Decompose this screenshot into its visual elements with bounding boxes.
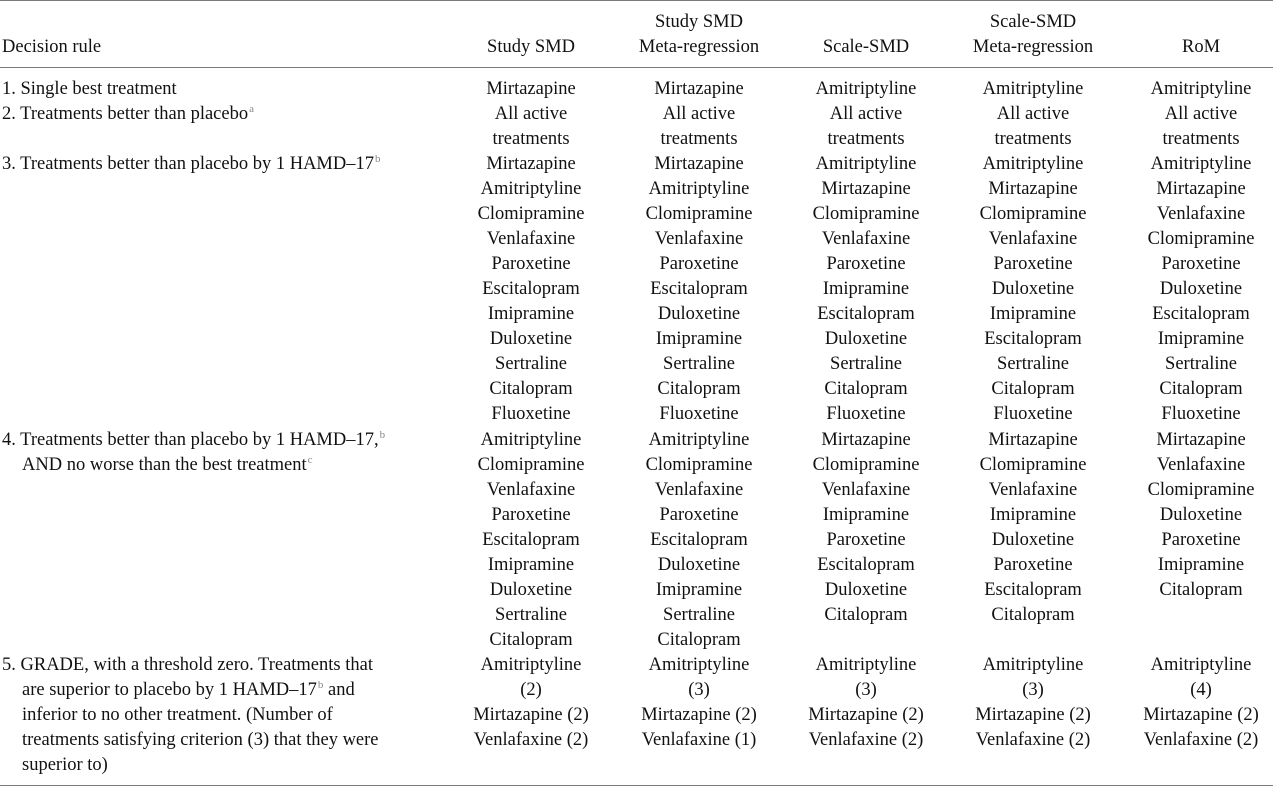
table-cell: Citalopram bbox=[1159, 379, 1243, 399]
header-decision-rule: Decision rule bbox=[2, 37, 102, 57]
header-rule bbox=[0, 67, 1273, 68]
table-cell: Escitalopram bbox=[482, 530, 580, 550]
table-cell: Venlafaxine (2) bbox=[808, 730, 924, 750]
column-header-4: Scale-SMD bbox=[989, 12, 1077, 32]
table-cell: Amitriptyline bbox=[648, 655, 750, 675]
row-label: AND no worse than the best treatment$^c$ bbox=[22, 454, 313, 475]
table-cell: Duloxetine bbox=[824, 329, 908, 349]
table-cell: Mirtazapine bbox=[988, 179, 1078, 199]
table-cell: Sertraline bbox=[997, 354, 1069, 374]
table-cell: Imipramine bbox=[822, 279, 910, 299]
table-cell: Escitalopram bbox=[650, 279, 748, 299]
table-cell: Paroxetine bbox=[659, 254, 739, 274]
table-cell: Duloxetine bbox=[1159, 279, 1243, 299]
table-cell: Amitriptyline bbox=[982, 79, 1084, 99]
table-cell: Duloxetine bbox=[1159, 505, 1243, 525]
table-cell: Paroxetine bbox=[491, 505, 571, 525]
footnote-marker: b bbox=[375, 153, 381, 165]
table-cell: Fluoxetine bbox=[659, 404, 739, 424]
table-cell: Clomipramine bbox=[477, 455, 585, 475]
table-cell: Paroxetine bbox=[826, 254, 906, 274]
column-header-4: Meta-regression bbox=[972, 37, 1094, 57]
table-cell: Amitriptyline bbox=[815, 655, 917, 675]
column-header-3: Scale-SMD bbox=[822, 37, 910, 57]
table-cell: Paroxetine bbox=[491, 254, 571, 274]
table-cell: Venlafaxine (2) bbox=[975, 730, 1091, 750]
table-cell: All active bbox=[662, 104, 736, 124]
row-label: 5. GRADE, with a threshold zero. Treatments that bbox=[2, 655, 373, 675]
table-cell: Escitalopram bbox=[984, 580, 1082, 600]
footnote-marker: b bbox=[317, 679, 324, 691]
column-header-1: Study SMD bbox=[487, 37, 575, 57]
table-cell: Mirtazapine bbox=[1156, 179, 1246, 199]
table-cell: Venlafaxine bbox=[486, 480, 576, 500]
table-cell: Clomipramine bbox=[1147, 480, 1255, 500]
table-cell: Imipramine bbox=[655, 329, 743, 349]
table-cell: Amitriptyline bbox=[480, 655, 582, 675]
table-cell: Venlafaxine bbox=[821, 229, 911, 249]
table-cell: Paroxetine bbox=[993, 254, 1073, 274]
table-cell: Imipramine bbox=[1157, 329, 1245, 349]
table-cell: Sertraline bbox=[663, 354, 735, 374]
table-cell: treatments bbox=[994, 129, 1072, 149]
top-rule bbox=[0, 0, 1273, 1]
table-cell: Mirtazapine bbox=[821, 179, 911, 199]
table-cell: Mirtazapine (2) bbox=[641, 705, 757, 725]
table-cell: Escitalopram bbox=[482, 279, 580, 299]
table-cell: Escitalopram bbox=[984, 329, 1082, 349]
footnote-marker: c bbox=[307, 454, 313, 466]
row-label: 1. Single best treatment bbox=[2, 79, 177, 99]
table-cell: Duloxetine bbox=[657, 304, 741, 324]
table-cell: Clomipramine bbox=[1147, 229, 1255, 249]
table-cell: Amitriptyline bbox=[1150, 655, 1252, 675]
table-cell: Citalopram bbox=[991, 605, 1075, 625]
table-cell: Venlafaxine bbox=[654, 229, 744, 249]
table-cell: Venlafaxine (1) bbox=[641, 730, 757, 750]
table-cell: Imipramine bbox=[989, 304, 1077, 324]
column-header-2: Meta-regression bbox=[638, 37, 760, 57]
table-cell: Amitriptyline bbox=[480, 179, 582, 199]
table-cell: All active bbox=[829, 104, 903, 124]
table-cell: Escitalopram bbox=[650, 530, 748, 550]
table-cell: Mirtazapine bbox=[486, 154, 576, 174]
table-cell: Mirtazapine bbox=[654, 79, 744, 99]
table-cell: Amitriptyline bbox=[648, 179, 750, 199]
table-cell: All active bbox=[1164, 104, 1238, 124]
table-cell: Mirtazapine bbox=[988, 430, 1078, 450]
table-cell: Paroxetine bbox=[659, 505, 739, 525]
footnote-marker: a bbox=[249, 103, 254, 115]
table-cell: Amitriptyline bbox=[982, 655, 1084, 675]
table-cell: Duloxetine bbox=[991, 279, 1075, 299]
table-cell: Mirtazapine (2) bbox=[473, 705, 589, 725]
row-label: 2. Treatments better than placebo$^a$ bbox=[2, 103, 254, 124]
table-cell: Imipramine bbox=[822, 505, 910, 525]
table-cell: Citalopram bbox=[657, 379, 741, 399]
table-cell: treatments bbox=[660, 129, 738, 149]
table-cell: Venlafaxine (2) bbox=[1143, 730, 1259, 750]
table-cell: Sertraline bbox=[495, 354, 567, 374]
table-cell: Fluoxetine bbox=[491, 404, 571, 424]
table-cell: Sertraline bbox=[495, 605, 567, 625]
table-cell: treatments bbox=[492, 129, 570, 149]
table-cell: Imipramine bbox=[655, 580, 743, 600]
table-cell: Amitriptyline bbox=[815, 154, 917, 174]
row-label: are superior to placebo by 1 HAMD–17$^b$ and bbox=[22, 679, 355, 700]
table-cell: Venlafaxine bbox=[1156, 204, 1246, 224]
table-cell: Sertraline bbox=[663, 605, 735, 625]
table-cell: All active bbox=[996, 104, 1070, 124]
row-label: inferior to no other treatment. (Number of bbox=[22, 705, 333, 725]
table-cell: Amitriptyline bbox=[1150, 154, 1252, 174]
table-cell: Paroxetine bbox=[826, 530, 906, 550]
table-cell: Fluoxetine bbox=[1161, 404, 1241, 424]
table-cell: Imipramine bbox=[487, 555, 575, 575]
table-cell: Citalopram bbox=[1159, 580, 1243, 600]
table-cell: Amitriptyline bbox=[648, 430, 750, 450]
table-cell: Clomipramine bbox=[645, 204, 753, 224]
table-cell: (2) bbox=[520, 680, 542, 700]
row-label: treatments satisfying criterion (3) that they were bbox=[22, 730, 379, 750]
table-cell: Duloxetine bbox=[657, 555, 741, 575]
table-cell: Imipramine bbox=[487, 304, 575, 324]
table-cell: Mirtazapine (2) bbox=[1143, 705, 1259, 725]
table-cell: All active bbox=[494, 104, 568, 124]
table-cell: Venlafaxine bbox=[654, 480, 744, 500]
table-cell: Citalopram bbox=[824, 605, 908, 625]
table-cell: Mirtazapine (2) bbox=[808, 705, 924, 725]
row-label: 4. Treatments better than placebo by 1 HAMD–17,$^b$ bbox=[2, 429, 386, 450]
table-cell: Citalopram bbox=[824, 379, 908, 399]
table-cell: Mirtazapine bbox=[821, 430, 911, 450]
table-cell: Amitriptyline bbox=[480, 430, 582, 450]
table-cell: Paroxetine bbox=[1161, 254, 1241, 274]
table-cell: Venlafaxine bbox=[821, 480, 911, 500]
table-cell: Escitalopram bbox=[1152, 304, 1250, 324]
table-cell: Clomipramine bbox=[645, 455, 753, 475]
table-cell: Venlafaxine bbox=[988, 229, 1078, 249]
table-cell: Venlafaxine (2) bbox=[473, 730, 589, 750]
table-cell: Fluoxetine bbox=[993, 404, 1073, 424]
column-header-5: RoM bbox=[1181, 37, 1221, 57]
table-cell: Escitalopram bbox=[817, 555, 915, 575]
table-cell: Venlafaxine bbox=[1156, 455, 1246, 475]
table-cell: Citalopram bbox=[657, 630, 741, 650]
table-cell: Mirtazapine bbox=[486, 79, 576, 99]
table-cell: Clomipramine bbox=[812, 204, 920, 224]
table-cell: Clomipramine bbox=[979, 204, 1087, 224]
row-label: 3. Treatments better than placebo by 1 HAMD–17$^b$ bbox=[2, 153, 381, 174]
table-cell: Citalopram bbox=[991, 379, 1075, 399]
table-cell: Venlafaxine bbox=[486, 229, 576, 249]
table-cell: (3) bbox=[688, 680, 710, 700]
table-cell: Venlafaxine bbox=[988, 480, 1078, 500]
table-cell: Imipramine bbox=[1157, 555, 1245, 575]
table-cell: treatments bbox=[1162, 129, 1240, 149]
table-cell: Duloxetine bbox=[824, 580, 908, 600]
table-cell: Citalopram bbox=[489, 379, 573, 399]
table-cell: Duloxetine bbox=[991, 530, 1075, 550]
footnote-marker: b bbox=[379, 429, 386, 441]
table-cell: Mirtazapine (2) bbox=[975, 705, 1091, 725]
table-cell: Amitriptyline bbox=[815, 79, 917, 99]
table-cell: Clomipramine bbox=[812, 455, 920, 475]
table-cell: Citalopram bbox=[489, 630, 573, 650]
table-cell: Paroxetine bbox=[993, 555, 1073, 575]
table-cell: Fluoxetine bbox=[826, 404, 906, 424]
table-cell: Escitalopram bbox=[817, 304, 915, 324]
table-cell: Paroxetine bbox=[1161, 530, 1241, 550]
table-cell: Sertraline bbox=[1165, 354, 1237, 374]
table-cell: Mirtazapine bbox=[654, 154, 744, 174]
table-cell: Duloxetine bbox=[489, 329, 573, 349]
table-cell: (4) bbox=[1190, 680, 1212, 700]
table-cell: Clomipramine bbox=[477, 204, 585, 224]
table-cell: Imipramine bbox=[989, 505, 1077, 525]
row-label: superior to) bbox=[22, 755, 108, 775]
table-cell: Duloxetine bbox=[489, 580, 573, 600]
table-cell: (3) bbox=[855, 680, 877, 700]
table-cell: Mirtazapine bbox=[1156, 430, 1246, 450]
table-cell: Sertraline bbox=[830, 354, 902, 374]
table-cell: (3) bbox=[1022, 680, 1044, 700]
table-cell: treatments bbox=[827, 129, 905, 149]
table-cell: Clomipramine bbox=[979, 455, 1087, 475]
table-cell: Amitriptyline bbox=[1150, 79, 1252, 99]
column-header-2: Study SMD bbox=[655, 12, 743, 32]
table-cell: Amitriptyline bbox=[982, 154, 1084, 174]
